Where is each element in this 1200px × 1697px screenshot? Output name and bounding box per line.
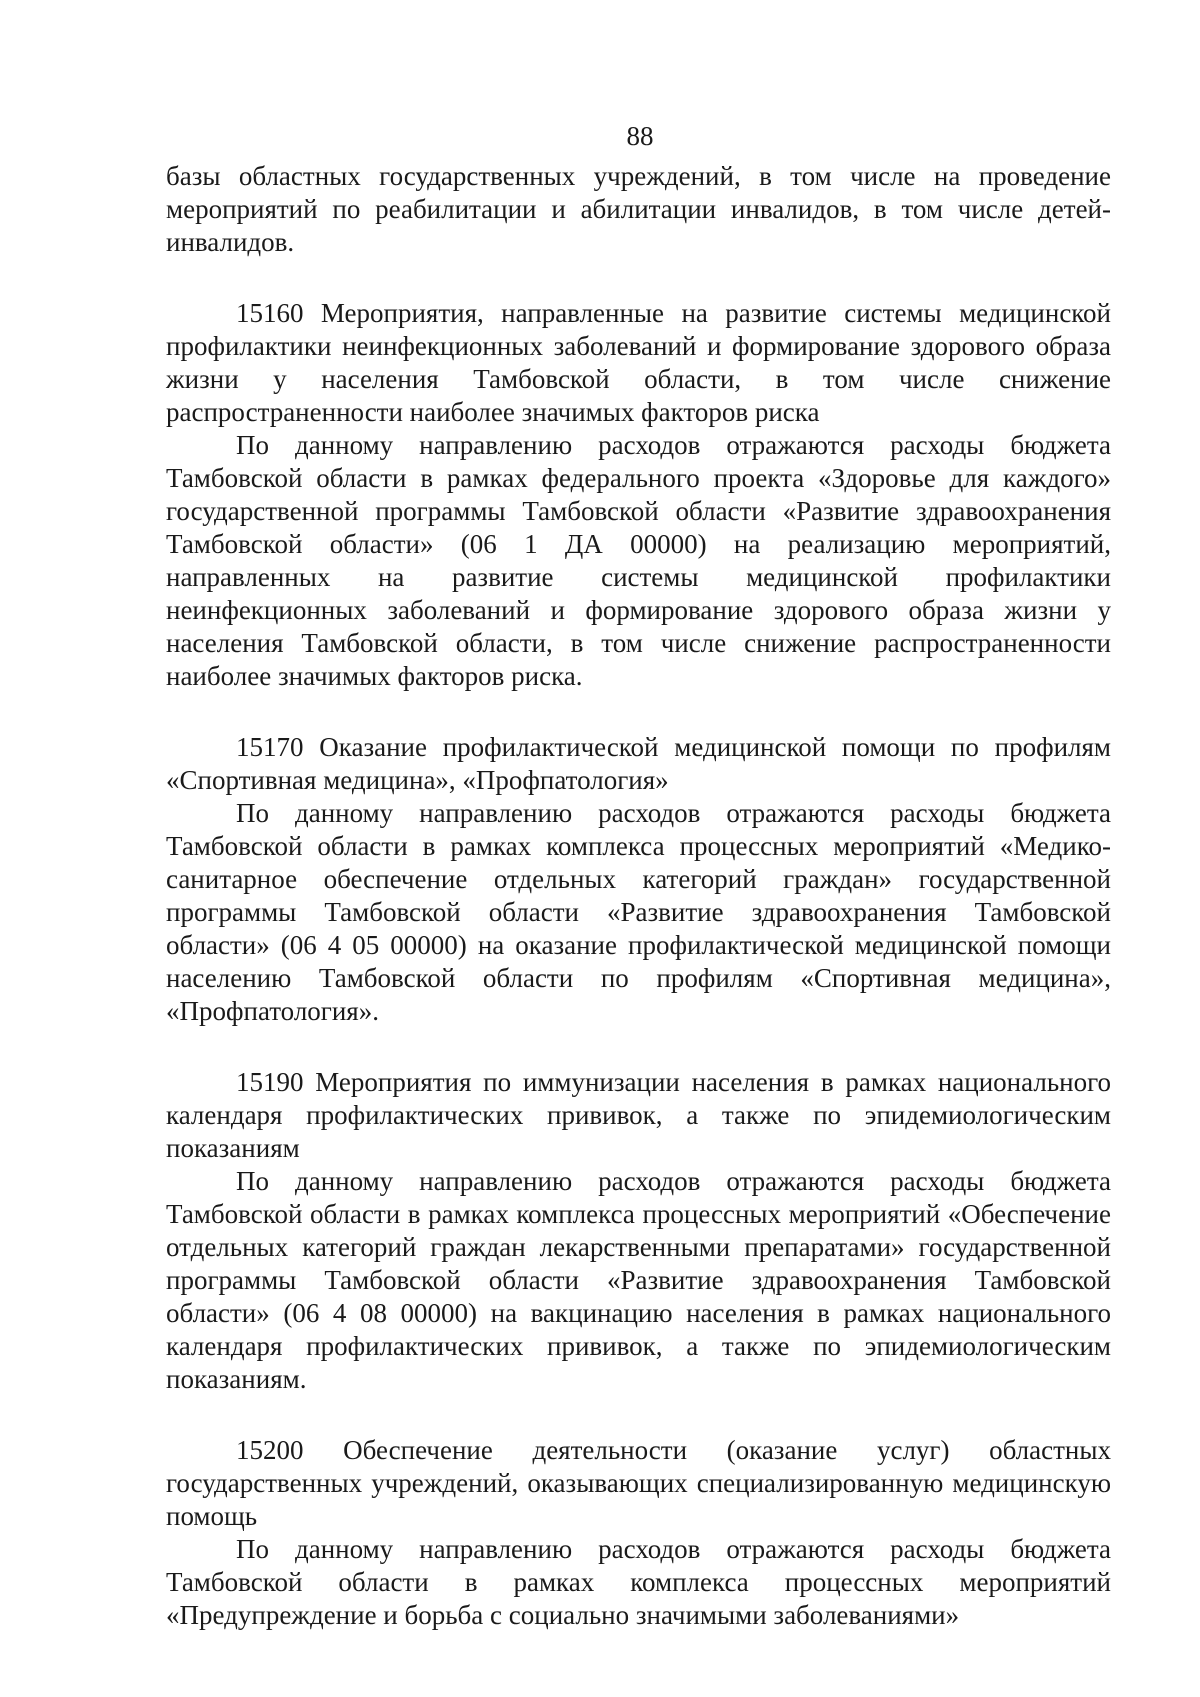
paragraph-15190: По данному направлению расходов отражаются расходы бюджета Тамбовской области в рамках комплекса процессных мероприятий «Обеспечение отдельных категорий граждан лекарственными препаратами» государственной программы Тамбовской области «Развитие здравоохранения Тамбовской области» (06 4 08 00000) на вакцинацию населения в рамках национального календаря профилактических прививок, а также по эпидемиологическим показаниям. xyxy=(166,1166,1111,1394)
paragraph-15200: По данному направлению расходов отражаются расходы бюджета Тамбовской области в рамках комплекса процессных мероприятий «Предупреждение и борьба с социально значимыми заболеваниями» xyxy=(166,1534,1111,1630)
paragraph-15170: По данному направлению расходов отражаются расходы бюджета Тамбовской области в рамках комплекса процессных мероприятий «Медико-санитарное обеспечение отдельных категорий граждан» государственной программы Тамбовской области «Развитие здравоохранения Тамбовской области» (06 4 05 00000) на оказание профилактической медицинской помощи населению Тамбовской области по профилям «Спортивная медицина», «Профпатология». xyxy=(166,798,1111,1026)
section-heading-15190: 15190 Мероприятия по иммунизации населения в рамках национального календаря профилактических прививок, а также по эпидемиологическим показаниям xyxy=(166,1067,1111,1163)
document-body xyxy=(166,160,1111,1632)
section-heading-15170: 15170 Оказание профилактической медицинской помощи по профилям «Спортивная медицина», «Профпатология» xyxy=(166,732,1111,795)
paragraph-15160: По данному направлению расходов отражаются расходы бюджета Тамбовской области в рамках федерального проекта «Здоровье для каждого» государственной программы Тамбовской области «Развитие здравоохранения Тамбовской области» (06 1 ДА 00000) на реализацию мероприятий, направленных на развитие системы медицинской профилактики неинфекционных заболеваний и формирование здорового образа жизни у населения Тамбовской области, в том числе снижение распространенности наиболее значимых факторов риска. xyxy=(166,430,1111,691)
page-number: 88 xyxy=(626,121,654,151)
section-heading-15200: 15200 Обеспечение деятельности (оказание услуг) областных государственных учреждений, оказывающих специализированную медицинскую помощь xyxy=(166,1435,1111,1531)
section-heading-15160: 15160 Мероприятия, направленные на развитие системы медицинской профилактики неинфекционных заболеваний и формирование здорового образа жизни у населения Тамбовской области, в том числе снижение распространенности наиболее значимых факторов риска xyxy=(166,298,1111,427)
paragraph-continuation: базы областных государственных учреждений, в том числе на проведение мероприятий по реабилитации и абилитации инвалидов, в том числе детей-инвалидов. xyxy=(166,161,1111,257)
